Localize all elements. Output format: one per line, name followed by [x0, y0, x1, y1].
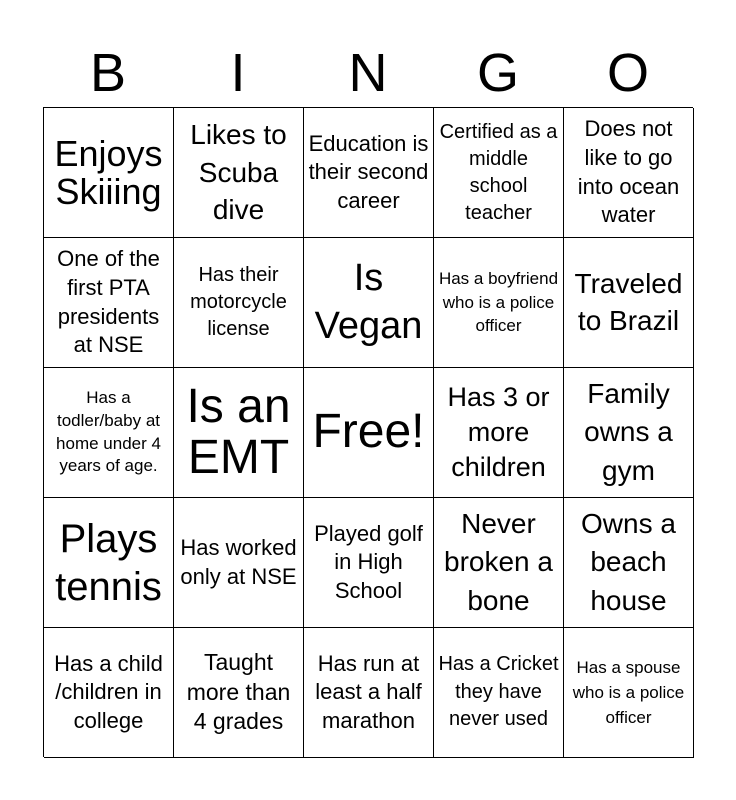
cell-text: Never broken a bone	[444, 507, 553, 616]
bingo-board	[43, 107, 693, 757]
cell-text: Taught more than 4 grades	[186, 648, 291, 735]
bingo-header	[43, 40, 693, 106]
bingo-cell[interactable]	[44, 628, 174, 758]
cell-text: Owns a beach house	[581, 507, 676, 616]
bingo-cell[interactable]	[304, 238, 434, 368]
bingo-cell[interactable]	[44, 368, 174, 498]
bingo-cell[interactable]	[434, 368, 564, 498]
cell-text: Certified as a middle school teacher	[439, 120, 558, 224]
cell-text: Has a Cricket they have never used	[438, 653, 559, 731]
cell-text: Has a child /children in college	[54, 650, 163, 733]
bingo-cell[interactable]	[174, 108, 304, 238]
cell-text: One of the first PTA presidents at NSE	[57, 246, 160, 358]
cell-text: Does not like to go into ocean water	[577, 116, 680, 228]
cell-text: Plays tennis	[55, 516, 162, 609]
cell-text: Has 3 or more children	[447, 381, 550, 483]
cell-text: Likes to Scuba dive	[190, 118, 287, 226]
cell-text: Played golf in High School	[314, 520, 423, 603]
cell-text: Is Vegan	[314, 257, 423, 347]
header-letter-i: I	[230, 43, 246, 103]
cell-text: Has a boyfriend who is a police officer	[438, 269, 559, 336]
bingo-cell[interactable]	[44, 498, 174, 628]
bingo-cell[interactable]	[304, 628, 434, 758]
bingo-cell[interactable]	[44, 108, 174, 238]
bingo-cell[interactable]	[434, 498, 564, 628]
cell-text: Has a spouse who is a police officer	[572, 657, 685, 728]
bingo-cell[interactable]	[174, 498, 304, 628]
bingo-cell[interactable]	[434, 108, 564, 238]
bingo-cell[interactable]	[564, 368, 694, 498]
cell-text: Has their motorcycle license	[190, 264, 287, 340]
cell-text: Has a todler/baby at home under 4 years of age.	[56, 388, 161, 476]
cell-text: Has run at least a half marathon	[315, 650, 422, 733]
bingo-cell[interactable]	[174, 628, 304, 758]
cell-text: Family owns a gym	[584, 377, 673, 486]
header-letter-n: N	[348, 43, 388, 103]
cell-text: Education is their second career	[308, 130, 429, 213]
bingo-cell[interactable]	[564, 498, 694, 628]
bingo-cell[interactable]	[434, 238, 564, 368]
header-letter-g: G	[476, 43, 519, 103]
bingo-cell[interactable]	[434, 628, 564, 758]
bingo-cell[interactable]	[44, 238, 174, 368]
cell-text: Traveled to Brazil	[574, 268, 683, 336]
cell-text: Enjoys Skiiing	[54, 132, 163, 212]
bingo-cell[interactable]	[564, 628, 694, 758]
bingo-cell[interactable]	[174, 368, 304, 498]
free-space-text: Free!	[312, 405, 425, 459]
header-letter-b: B	[89, 43, 127, 103]
bingo-cell[interactable]	[564, 238, 694, 368]
header-letter-o: O	[606, 43, 649, 103]
bingo-cell[interactable]	[564, 108, 694, 238]
bingo-cell free-cell[interactable]	[304, 368, 434, 498]
bingo-cell[interactable]	[304, 108, 434, 238]
bingo-cell[interactable]	[174, 238, 304, 368]
cell-text: Has worked only at NSE	[180, 534, 297, 589]
cell-text: Is an EMT	[186, 380, 291, 484]
bingo-cell[interactable]	[304, 498, 434, 628]
